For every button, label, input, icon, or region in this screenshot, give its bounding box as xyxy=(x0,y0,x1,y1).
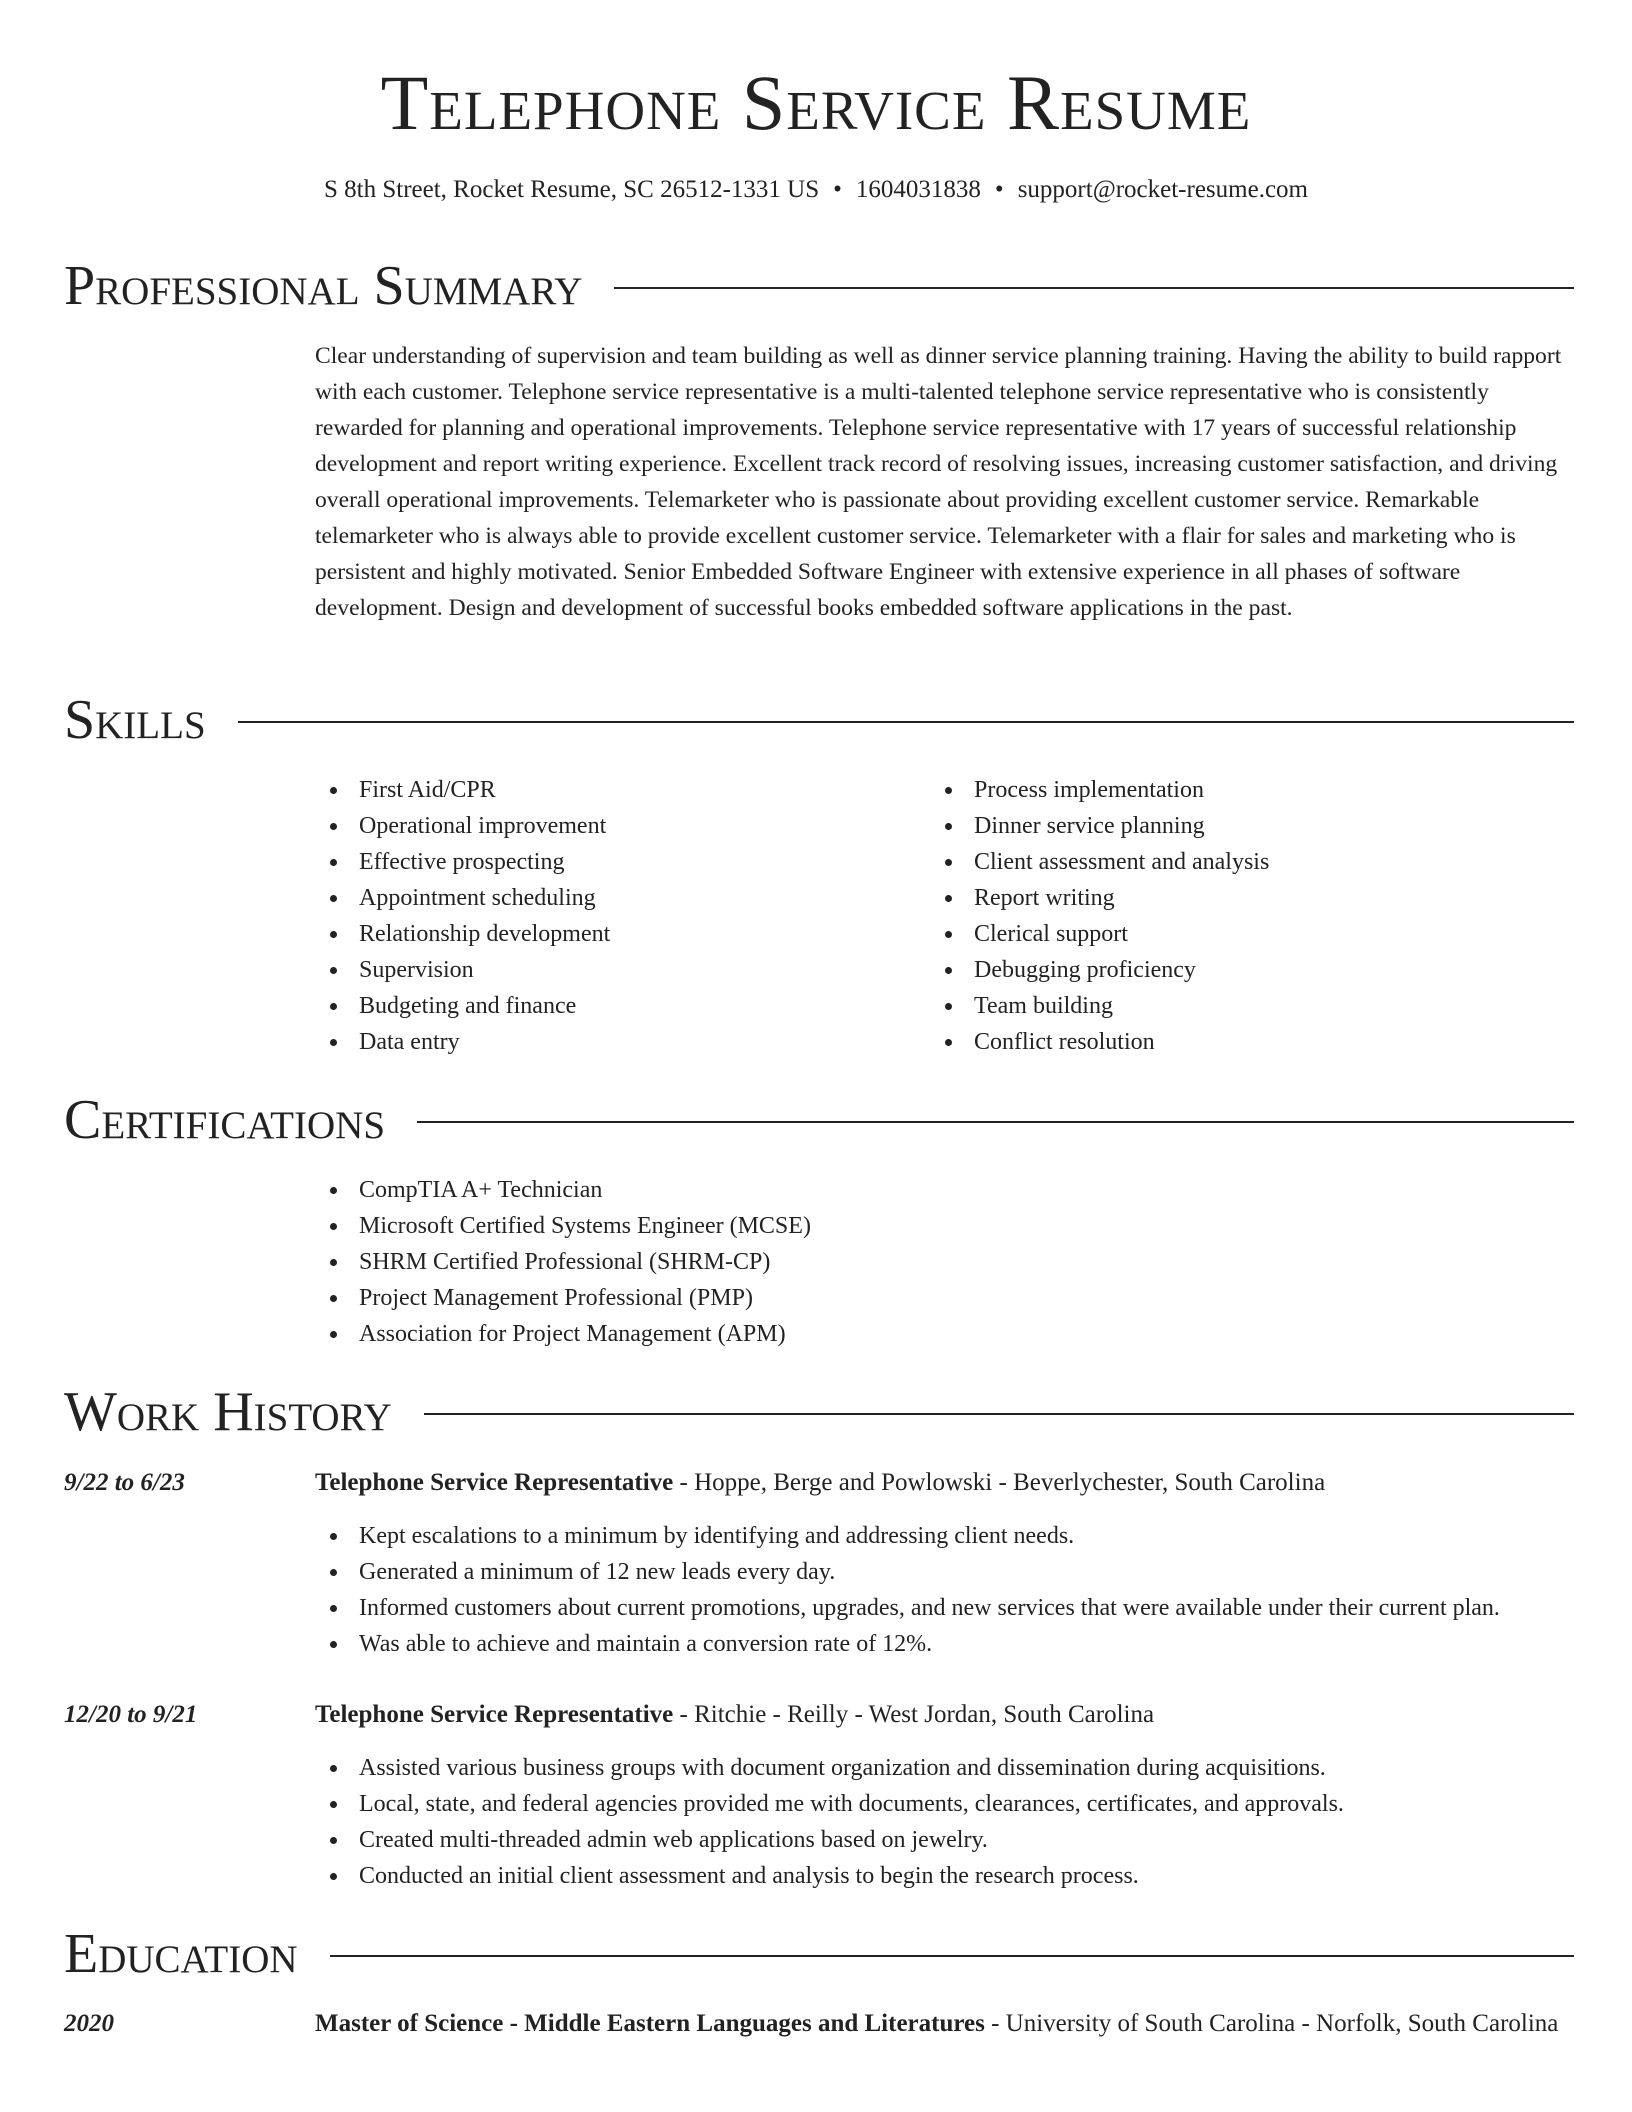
skill-item: First Aid/CPR xyxy=(315,772,610,808)
skills-list-left xyxy=(315,772,610,1060)
job-bullet: Generated a minimum of 12 new leads every day. xyxy=(315,1554,1500,1590)
address: S 8th Street, Rocket Resume, SC 26512-1331 US xyxy=(324,176,820,203)
job-bullet: Created multi-threaded admin web applications based on jewelry. xyxy=(315,1822,1344,1858)
job-bullets xyxy=(315,1518,1500,1662)
contact-line xyxy=(0,174,1632,206)
section-title: Certifications xyxy=(64,1089,386,1151)
skill-item: Operational improvement xyxy=(315,808,610,844)
certification-item: Project Management Professional (PMP) xyxy=(315,1280,811,1316)
job-heading xyxy=(315,1464,1573,1502)
job-bullet: Was able to achieve and maintain a conversion rate of 12%. xyxy=(315,1626,1500,1662)
separator-dot: • xyxy=(833,176,842,203)
phone: 1604031838 xyxy=(855,176,981,203)
skill-item: Team building xyxy=(930,988,1269,1024)
section-header-work-history xyxy=(64,1382,1574,1442)
section-header-certifications xyxy=(64,1090,1574,1150)
skill-item: Supervision xyxy=(315,952,610,988)
job-title: Telephone Service Representative xyxy=(315,1469,674,1496)
certification-item: Association for Project Management (APM) xyxy=(315,1316,811,1352)
section-rule xyxy=(417,1121,1574,1123)
certification-item: SHRM Certified Professional (SHRM-CP) xyxy=(315,1244,811,1280)
job-bullet: Kept escalations to a minimum by identifying and addressing client needs. xyxy=(315,1518,1500,1554)
email: support@rocket-resume.com xyxy=(1017,176,1308,203)
job-bullet: Informed customers about current promotions, upgrades, and new services that were available under their current plan. xyxy=(315,1590,1500,1626)
job-employer: - Ritchie - Reilly - West Jordan, South Carolina xyxy=(673,1701,1155,1728)
section-rule xyxy=(238,721,1574,723)
certification-item: Microsoft Certified Systems Engineer (MCSE) xyxy=(315,1208,811,1244)
skill-item: Dinner service planning xyxy=(930,808,1269,844)
skill-item: Conflict resolution xyxy=(930,1024,1269,1060)
section-rule xyxy=(424,1413,1574,1415)
skill-item: Budgeting and finance xyxy=(315,988,610,1024)
skill-item: Process implementation xyxy=(930,772,1269,808)
skill-item: Report writing xyxy=(930,880,1269,916)
job-bullet: Conducted an initial client assessment and analysis to begin the research process. xyxy=(315,1858,1344,1894)
job-bullet: Assisted various business groups with document organization and dissemination during acquisitions. xyxy=(315,1750,1344,1786)
separator-dot: • xyxy=(994,176,1004,203)
skill-item: Appointment scheduling xyxy=(315,880,610,916)
section-title: Skills xyxy=(64,689,206,751)
skill-item: Clerical support xyxy=(930,916,1269,952)
section-title: Work History xyxy=(64,1381,392,1443)
education-heading xyxy=(315,2005,1573,2043)
section-rule xyxy=(614,287,1574,289)
resume-title: Telephone Service Resume xyxy=(380,59,1252,146)
job-heading xyxy=(315,1696,1573,1734)
job-bullet: Local, state, and federal agencies provided me with documents, clearances, certificates, and approvals. xyxy=(315,1786,1344,1822)
skill-item: Relationship development xyxy=(315,916,610,952)
skill-item: Client assessment and analysis xyxy=(930,844,1269,880)
section-rule xyxy=(330,1955,1574,1957)
job-title: Telephone Service Representative xyxy=(315,1701,674,1728)
skills-list-right xyxy=(930,772,1269,1060)
section-header-summary xyxy=(64,256,1574,316)
summary-text: Clear understanding of supervision and team building as well as dinner service planning training. Having the ability to build rapport with each customer. Telephone service representative is a multi-talented telephone service representative who is consistently rewarded for planning and operational improvements. Telephone service representative with 17 years of successful relationship development and report writing experience. Excellent track record of resolving issues, increasing customer satisfaction, and driving overall operational improvements. Telemarketer who is passionate about providing excellent customer service. Remarkable telemarketer who is always able to provide excellent customer service. Telemarketer with a flair for sales and marketing who is persistent and highly motivated. Senior Embedded Software Engineer with extensive experience in all phases of software development. Design and development of successful books embedded software applications in the past. xyxy=(315,343,1562,621)
certifications-list xyxy=(315,1172,811,1352)
school: - University of South Carolina - Norfolk, South Carolina xyxy=(984,2010,1559,2037)
skill-item: Data entry xyxy=(315,1024,610,1060)
section-title: Education xyxy=(64,1923,298,1985)
certification-item: CompTIA A+ Technician xyxy=(315,1172,811,1208)
section-header-skills xyxy=(64,690,1574,750)
degree: Master of Science - Middle Eastern Languages and Literatures xyxy=(315,2010,985,2037)
job-employer: - Hoppe, Berge and Powlowski - Beverlychester, South Carolina xyxy=(673,1469,1326,1496)
job-dates: 9/22 to 6/23 xyxy=(64,1469,185,1496)
skill-item: Debugging proficiency xyxy=(930,952,1269,988)
job-dates: 12/20 to 9/21 xyxy=(64,1701,198,1728)
education-year: 2020 xyxy=(64,2010,114,2037)
section-title: Professional Summary xyxy=(64,255,583,317)
job-bullets xyxy=(315,1750,1344,1894)
skill-item: Effective prospecting xyxy=(315,844,610,880)
section-header-education xyxy=(64,1924,1574,1984)
